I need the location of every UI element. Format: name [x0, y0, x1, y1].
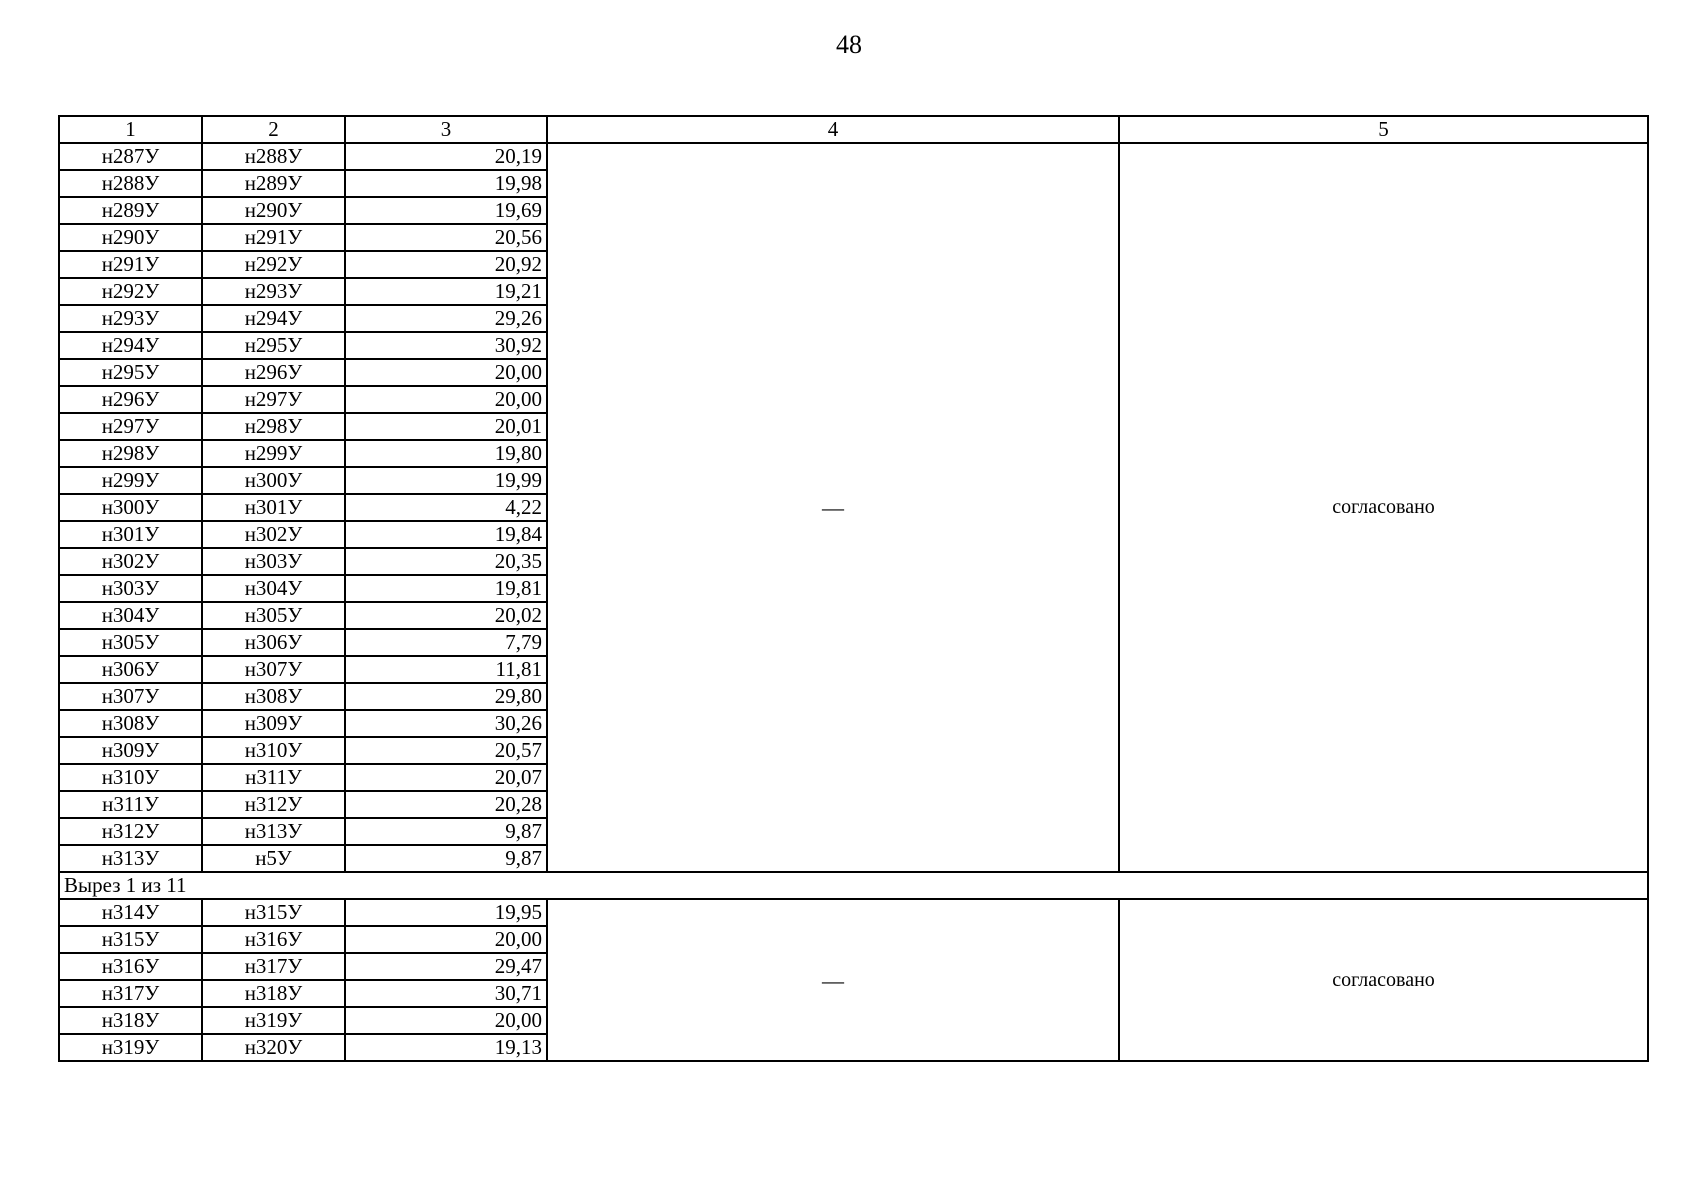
point-to-cell: н308У [202, 683, 345, 710]
point-from-cell: н305У [59, 629, 202, 656]
page-number: 48 [836, 30, 862, 59]
point-from-cell: н314У [59, 899, 202, 926]
point-to-cell: н297У [202, 386, 345, 413]
point-from-cell: н291У [59, 251, 202, 278]
point-from-cell: н317У [59, 980, 202, 1007]
section-title-cell: Вырез 1 из 11 [59, 872, 1648, 899]
point-to-cell: н293У [202, 278, 345, 305]
header-cell-3: 3 [345, 116, 547, 143]
distance-cell: 19,69 [345, 197, 547, 224]
boundary-points-table [58, 115, 1649, 1062]
point-to-cell: н309У [202, 710, 345, 737]
point-to-cell: н303У [202, 548, 345, 575]
col4-merged-cell: — [547, 899, 1119, 1061]
point-to-cell: н289У [202, 170, 345, 197]
status-merged-cell: согласовано [1119, 899, 1648, 1061]
point-from-cell: н315У [59, 926, 202, 953]
distance-cell: 20,57 [345, 737, 547, 764]
point-from-cell: н294У [59, 332, 202, 359]
header-cell-1: 1 [59, 116, 202, 143]
point-to-cell: н316У [202, 926, 345, 953]
point-from-cell: н299У [59, 467, 202, 494]
point-from-cell: н306У [59, 656, 202, 683]
distance-cell: 19,80 [345, 440, 547, 467]
distance-cell: 19,99 [345, 467, 547, 494]
distance-cell: 19,84 [345, 521, 547, 548]
distance-cell: 29,26 [345, 305, 547, 332]
distance-cell: 19,98 [345, 170, 547, 197]
point-from-cell: н313У [59, 845, 202, 872]
point-from-cell: н301У [59, 521, 202, 548]
point-to-cell: н304У [202, 575, 345, 602]
point-from-cell: н312У [59, 818, 202, 845]
point-from-cell: н319У [59, 1034, 202, 1061]
point-to-cell: н313У [202, 818, 345, 845]
distance-cell: 4,22 [345, 494, 547, 521]
point-from-cell: н316У [59, 953, 202, 980]
col4-merged-cell: — [547, 143, 1119, 872]
point-to-cell: н312У [202, 791, 345, 818]
point-to-cell: н294У [202, 305, 345, 332]
point-to-cell: н300У [202, 467, 345, 494]
distance-cell: 20,02 [345, 602, 547, 629]
point-from-cell: н295У [59, 359, 202, 386]
distance-cell: 19,95 [345, 899, 547, 926]
distance-cell: 20,92 [345, 251, 547, 278]
status-merged-cell: согласовано [1119, 143, 1648, 872]
point-to-cell: н296У [202, 359, 345, 386]
point-to-cell: н320У [202, 1034, 345, 1061]
point-from-cell: н310У [59, 764, 202, 791]
table-row [59, 143, 1648, 170]
point-to-cell: н311У [202, 764, 345, 791]
point-to-cell: н5У [202, 845, 345, 872]
distance-cell: 29,80 [345, 683, 547, 710]
point-from-cell: н309У [59, 737, 202, 764]
point-from-cell: н318У [59, 1007, 202, 1034]
distance-cell: 19,21 [345, 278, 547, 305]
point-to-cell: н307У [202, 656, 345, 683]
point-from-cell: н290У [59, 224, 202, 251]
distance-cell: 20,28 [345, 791, 547, 818]
distance-cell: 9,87 [345, 845, 547, 872]
point-to-cell: н315У [202, 899, 345, 926]
distance-cell: 20,56 [345, 224, 547, 251]
point-from-cell: н293У [59, 305, 202, 332]
point-from-cell: н302У [59, 548, 202, 575]
header-row [59, 116, 1648, 143]
point-from-cell: н292У [59, 278, 202, 305]
distance-cell: 19,81 [345, 575, 547, 602]
distance-cell: 20,00 [345, 1007, 547, 1034]
distance-cell: 19,13 [345, 1034, 547, 1061]
distance-cell: 20,00 [345, 926, 547, 953]
point-to-cell: н292У [202, 251, 345, 278]
distance-cell: 20,35 [345, 548, 547, 575]
point-from-cell: н311У [59, 791, 202, 818]
point-to-cell: н298У [202, 413, 345, 440]
distance-cell: 7,79 [345, 629, 547, 656]
point-to-cell: н318У [202, 980, 345, 1007]
point-from-cell: н289У [59, 197, 202, 224]
distance-cell: 9,87 [345, 818, 547, 845]
point-to-cell: н302У [202, 521, 345, 548]
section-title-row [59, 872, 1648, 899]
distance-cell: 30,92 [345, 332, 547, 359]
point-from-cell: н308У [59, 710, 202, 737]
distance-cell: 30,26 [345, 710, 547, 737]
distance-cell: 20,00 [345, 359, 547, 386]
point-to-cell: н306У [202, 629, 345, 656]
point-to-cell: н291У [202, 224, 345, 251]
point-to-cell: н310У [202, 737, 345, 764]
point-to-cell: н305У [202, 602, 345, 629]
point-to-cell: н319У [202, 1007, 345, 1034]
point-from-cell: н303У [59, 575, 202, 602]
header-cell-5: 5 [1119, 116, 1648, 143]
distance-cell: 11,81 [345, 656, 547, 683]
distance-cell: 20,01 [345, 413, 547, 440]
header-cell-2: 2 [202, 116, 345, 143]
point-from-cell: н297У [59, 413, 202, 440]
point-from-cell: н287У [59, 143, 202, 170]
distance-cell: 29,47 [345, 953, 547, 980]
distance-cell: 20,07 [345, 764, 547, 791]
point-from-cell: н298У [59, 440, 202, 467]
point-from-cell: н288У [59, 170, 202, 197]
point-to-cell: н290У [202, 197, 345, 224]
point-to-cell: н301У [202, 494, 345, 521]
table-body [59, 116, 1648, 1061]
point-to-cell: н288У [202, 143, 345, 170]
point-from-cell: н304У [59, 602, 202, 629]
point-from-cell: н296У [59, 386, 202, 413]
point-to-cell: н317У [202, 953, 345, 980]
distance-cell: 20,00 [345, 386, 547, 413]
point-to-cell: н295У [202, 332, 345, 359]
distance-cell: 20,19 [345, 143, 547, 170]
point-from-cell: н300У [59, 494, 202, 521]
header-cell-4: 4 [547, 116, 1119, 143]
distance-cell: 30,71 [345, 980, 547, 1007]
point-to-cell: н299У [202, 440, 345, 467]
point-from-cell: н307У [59, 683, 202, 710]
table-row [59, 899, 1648, 926]
